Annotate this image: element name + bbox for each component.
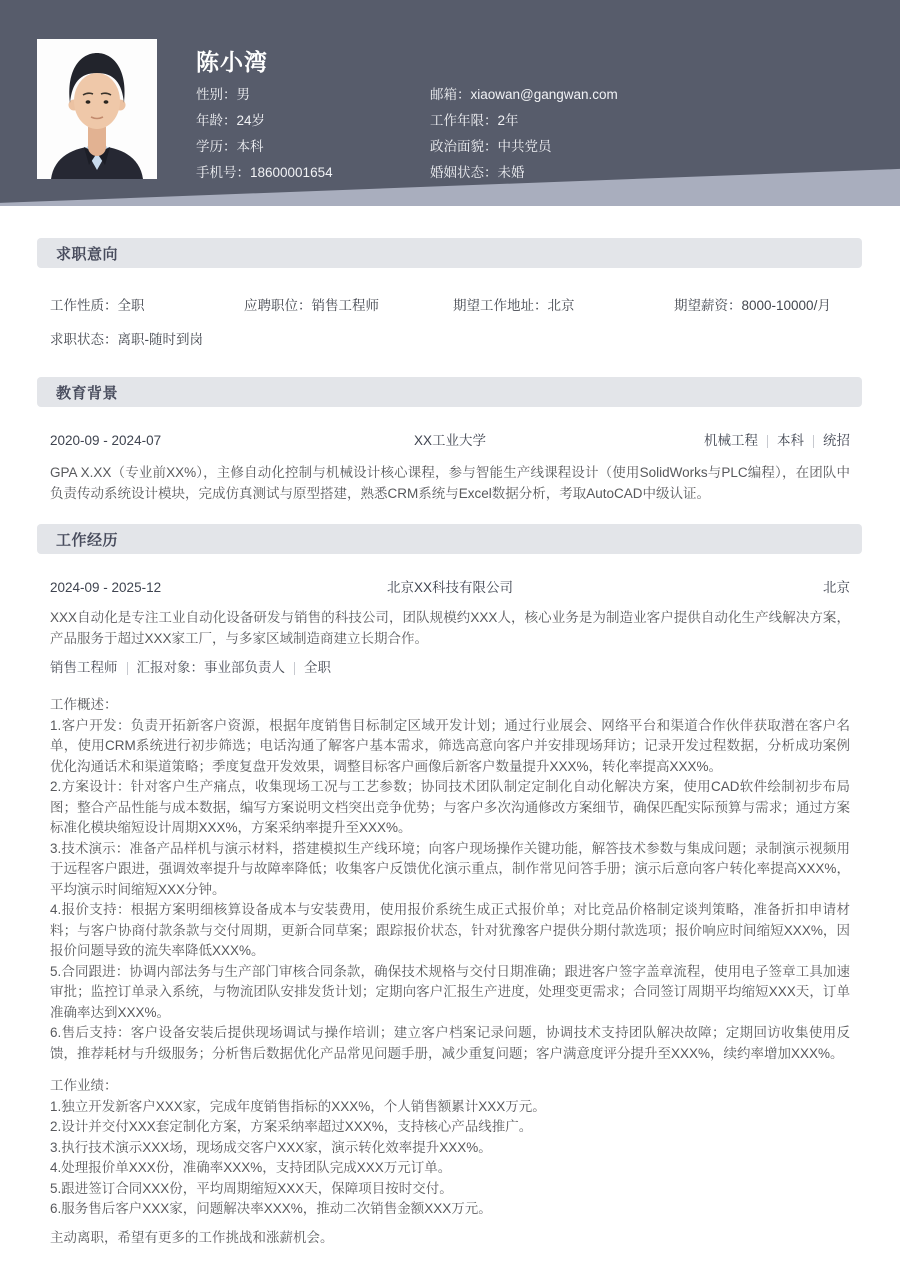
education-tags (600, 431, 850, 451)
divider (294, 662, 295, 675)
field-target-location: 期望工作地址：北京 (453, 298, 575, 313)
section-bar-work-experience (37, 524, 862, 554)
person-portrait-icon (37, 39, 157, 179)
header-fields (196, 82, 870, 186)
section-title-work-experience: 工作经历 (56, 531, 119, 549)
field-job-status: 求职状态：离职-随时到岗 (50, 332, 203, 347)
leave-reason: 主动离职，希望有更多的工作挑战和涨薪机会。 (50, 1229, 334, 1245)
field-marital-status: 婚姻状态：未婚 (430, 165, 525, 180)
report-to: 汇报对象：事业部负责人 (136, 660, 285, 675)
overview-item-3: 3.技术演示：准备产品样机与演示材料，搭建模拟生产线环境；向客户现场操作关键功能，解答技术参数与集成问题；录制演示视频用于远程客户跟进，强调效率提升与故障率降低；收集客户反馈优化演示重点，制作常见问答手册；演示后意向客户转化率提高XXX%，平均演示时间缩短XXX分钟。 (50, 840, 850, 897)
header-fields-left (196, 82, 430, 186)
achievement-item-2: 2.设计并交付XXX套定制化方案，方案采纳率超过XXX%，支持核心产品线推广。 (50, 1119, 533, 1134)
field-email: 邮箱：xiaowan@gangwan.com (430, 87, 618, 102)
education-major: 机械工程 (704, 433, 758, 448)
achievement-item-6: 6.服务售后客户XXX家，问题解决率XXX%，推动二次销售金额XXX万元。 (50, 1201, 492, 1216)
work-overview (50, 695, 850, 1064)
achievement-item-3: 3.执行技术演示XXX场，现场成交客户XXX家，演示转化效率提升XXX%。 (50, 1139, 492, 1155)
field-target-position: 应聘职位：销售工程师 (244, 298, 379, 313)
education-degree: 本科 (777, 433, 804, 448)
work-achievements-title: 工作业绩： (50, 1078, 118, 1093)
education-period: 2020-09 - 2024-07 (50, 433, 162, 448)
overview-item-5: 5.合同跟进：协调内部法务与生产部门审核合同条款，确保技术规格与交付日期准确；跟进客户签字盖章流程，使用电子签章工具加速审批；监控订单录入系统，与物流团队安排发货计划；定期向客户汇报生产进度，处理变更需求；合同签订周期平均缩短XXX天，订单准确率达到XXX%。 (50, 963, 850, 1020)
work-period: 2024-09 - 2025-12 (50, 580, 162, 595)
position-title: 销售工程师 (50, 660, 118, 675)
education-enrollment-type: 统招 (823, 433, 850, 448)
field-degree: 学历：本科 (196, 139, 264, 154)
field-gender: 性别：男 (196, 87, 250, 102)
divider (127, 662, 128, 675)
field-political-status: 政治面貌：中共党员 (430, 139, 552, 154)
divider (813, 435, 814, 448)
job-type: 全职 (304, 660, 331, 675)
profile-photo (37, 39, 157, 179)
field-job-nature: 工作性质：全职 (50, 298, 145, 313)
job-intention-row1 (50, 296, 850, 315)
divider (767, 435, 768, 448)
work-experience-row (50, 578, 850, 598)
overview-item-2: 2.方案设计：针对客户生产痛点，收集现场工况与工艺参数；协同技术团队制定定制化自动化解决方案，使用CAD软件绘制初步布局图；整合产品性能与成本数据，编写方案说明文档突出竞争优势；与客户多次沟通修改方案细节，确保匹配实际预算与需求；通过方案标准化模块缩短设计周期XXX%，方案采纳率提升至XXX%。 (50, 779, 850, 835)
section-title-job-intention: 求职意向 (56, 245, 119, 263)
education-row (50, 431, 850, 451)
overview-item-4: 4.报价支持：根据方案明细核算设备成本与安装费用，使用报价系统生成正式报价单；对比竞品价格制定谈判策略，准备折扣申请材料；与客户协商付款条款与交付周期，更新合同草案；跟踪报价状态，针对犹豫客户提供分期付款选项；报价响应时间缩短XXX%，因报价问题导致的流失率降低XXX%。 (50, 902, 850, 958)
resume-header (0, 0, 900, 206)
achievement-item-5: 5.跟进签订合同XXX份，平均周期缩短XXX天，保障项目按时交付。 (50, 1180, 453, 1196)
education-description: GPA X.XX（专业前XX%），主修自动化控制与机械设计核心课程，参与智能生产线课程设计（使用SolidWorks与PLC编程），在团队中负责传动系统设计模块，完成仿真测试与原型搭建，熟悉CRM系统与Excel数据分析，考取AutoCAD中级认证。 (50, 465, 850, 501)
overview-item-6: 6.售后支持：客户设备安装后提供现场调试与操作培训；建立客户档案记录问题，协调技术支持团队解决故障；定期回访收集使用反馈，推荐耗材与升级服务；分析售后数据优化产品常见问题手册，减少重复问题；客户满意度评分提升至XXX%，续约率增加XXX%。 (50, 1025, 850, 1061)
field-phone: 手机号：18600001654 (196, 165, 333, 180)
company-intro: XXX自动化是专注工业自动化设备研发与销售的科技公司，团队规模约XXX人，核心业务是为制造业客户提供自动化生产线解决方案，产品服务于超过XXX家工厂，与多家区域制造商建立长期合作。 (50, 610, 850, 646)
work-overview-title: 工作概述： (50, 697, 118, 712)
section-title-education: 教育背景 (56, 384, 119, 402)
section-bar-job-intention (37, 238, 862, 268)
work-achievements (50, 1076, 850, 1220)
education-school: XX工业大学 (413, 433, 486, 448)
field-age: 年龄：24岁 (196, 113, 266, 128)
achievement-item-4: 4.处理报价单XXX份，准确率XXX%，支持团队完成XXX万元订单。 (50, 1160, 452, 1175)
overview-item-1: 1.客户开发：负责开拓新客户资源，根据年度销售目标制定区域开发计划；通过行业展会、网络平台和渠道合作伙伴获取潜在客户名单，使用CRM系统进行初步筛选；电话沟通了解客户基本需求，筛选高意向客户并安排现场拜访；记录开发过程数据，分析成功案例优化沟通话术和渠道策略；季度复盘开发效果，调整目标客户画像后新客户数量提升XXX%，转化率提高XXX%。 (50, 717, 850, 774)
achievement-item-1: 1.独立开发新客户XXX家，完成年度销售指标的XXX%，个人销售额累计XXX万元。 (50, 1098, 546, 1114)
job-intention-row2 (50, 330, 850, 349)
work-location: 北京 (823, 580, 850, 595)
section-bar-education (37, 377, 862, 407)
work-company: 北京XX科技有限公司 (386, 580, 513, 595)
candidate-name: 陈小湾 (196, 49, 268, 75)
header-fields-right (430, 82, 870, 186)
position-line (50, 658, 850, 678)
field-expected-salary: 期望薪资：8000-10000/月 (674, 298, 831, 313)
field-years: 工作年限：2年 (430, 113, 519, 128)
